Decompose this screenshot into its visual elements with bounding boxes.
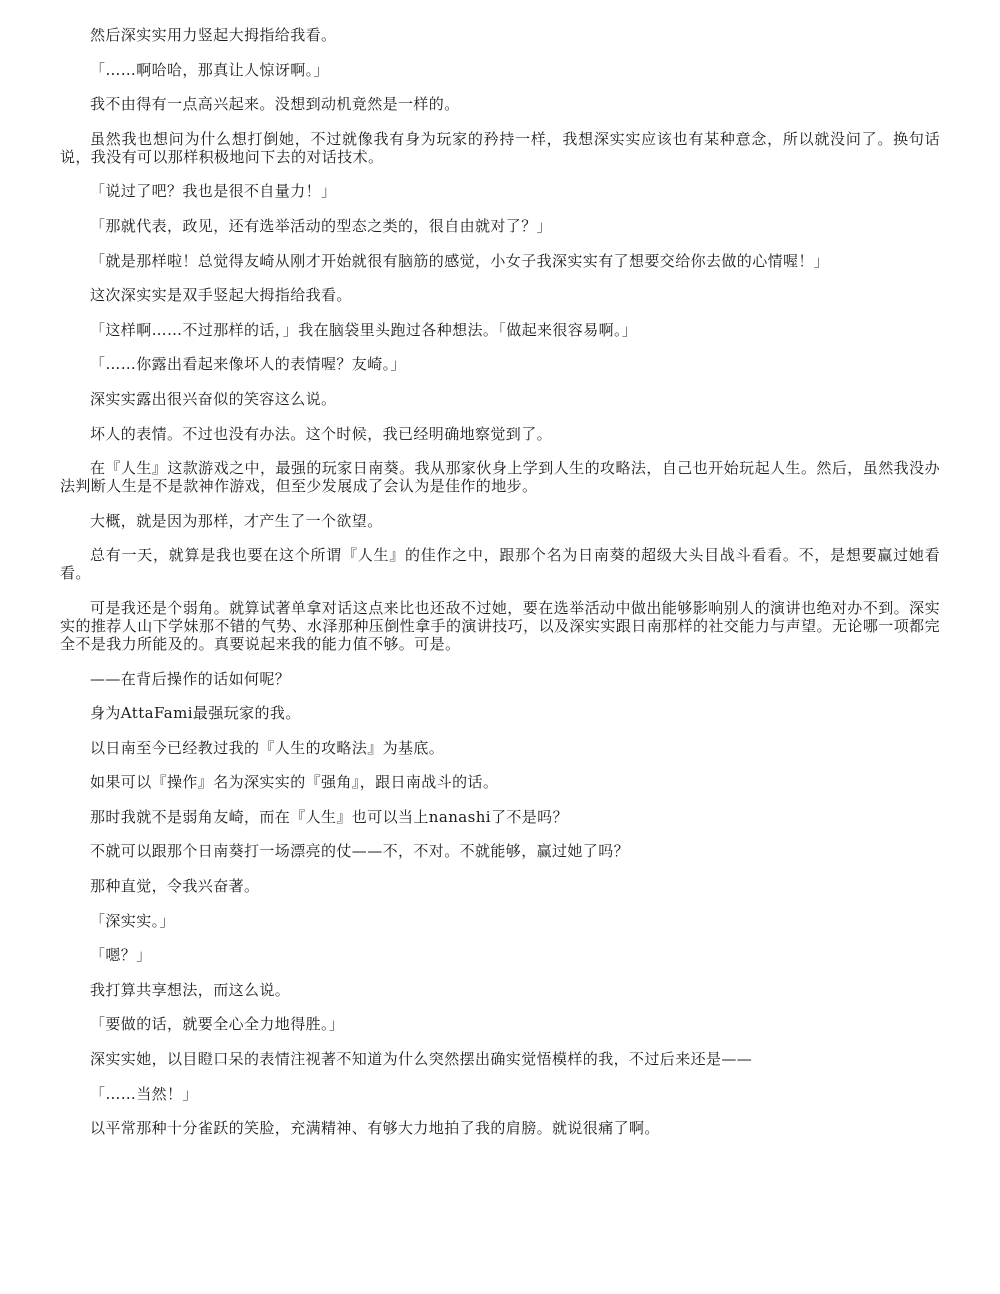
paragraph: 大概，就是因为那样，才产生了一个欲望。 — [90, 511, 383, 530]
paragraph: 深实实她，以目瞪口呆的表情注视著不知道为什么突然摆出确实觉悟模样的我，不过后来还是—— — [90, 1050, 753, 1069]
paragraph: 「这样啊……不过那样的话，」我在脑袋里头跑过各种想法。「做起来很容易啊。」 — [90, 320, 638, 339]
paragraph: 「就是那样啦！总觉得友崎从刚才开始就很有脑筋的感觉，小女子我深实实有了想要交给你去做的心情喔！」 — [90, 251, 830, 270]
paragraph: 「……当然！」 — [90, 1084, 198, 1103]
paragraph: 如果可以『操作』名为深实实的『强角』，跟日南战斗的话。 — [90, 773, 499, 792]
paragraph: 可是我还是个弱角。就算试著单拿对话这点来比也还敌不过她，要在选举活动中做出能够影响别人的演讲也绝对办不到。深实实的推荐人山下学妹那不错的气势、水泽那种压倒性拿手的演讲技巧，以及深实实跟日南那样的社交能力与声望。无论哪一项都完全不是我力所能及的。真要说起来我的能力值不够。可是。 — [60, 598, 940, 653]
paragraph: 「深实实。」 — [90, 911, 175, 930]
paragraph: 以日南至今已经教过我的『人生的攻略法』为基底。 — [90, 738, 445, 757]
paragraph: 「……啊哈哈，那真让人惊讶啊。」 — [90, 60, 329, 79]
paragraph: 以平常那种十分雀跃的笑脸，充满精神、有够大力地拍了我的肩膀。就说很痛了啊。 — [90, 1119, 660, 1138]
paragraph: 在『人生』这款游戏之中，最强的玩家日南葵。我从那家伙身上学到人生的攻略法，自己也开始玩起人生。然后，虽然我没办法判断人生是不是款神作游戏，但至少发展成了会认为是佳作的地步。 — [60, 459, 940, 496]
paragraph: 「嗯？」 — [90, 946, 152, 965]
document-page — [60, 26, 940, 1154]
paragraph: 「……你露出看起来像坏人的表情喔？友崎。」 — [90, 355, 406, 374]
paragraph: 「说过了吧？我也是很不自量力！」 — [90, 182, 337, 201]
paragraph: 总有一天，就算是我也要在这个所谓『人生』的佳作之中，跟那个名为日南葵的超级大头目战斗看看。不，是想要赢过她看看。 — [60, 546, 940, 583]
paragraph: 那种直觉，令我兴奋著。 — [90, 877, 260, 896]
paragraph: 我打算共享想法，而这么说。 — [90, 980, 291, 999]
paragraph: 那时我就不是弱角友崎，而在『人生』也可以当上nanashi了不是吗？ — [90, 807, 568, 826]
paragraph: 坏人的表情。不过也没有办法。这个时候，我已经明确地察觉到了。 — [90, 424, 553, 443]
paragraph: ——在背后操作的话如何呢？ — [90, 669, 291, 688]
paragraph: 这次深实实是双手竖起大拇指给我看。 — [90, 286, 352, 305]
paragraph: 不就可以跟那个日南葵打一场漂亮的仗——不，不对。不就能够，赢过她了吗？ — [90, 842, 630, 861]
paragraph: 我不由得有一点高兴起来。没想到动机竟然是一样的。 — [90, 95, 460, 114]
paragraph: 身为AttaFami最强玩家的我。 — [90, 704, 301, 723]
paragraph: 「那就代表，政见，还有选举活动的型态之类的，很自由就对了？」 — [90, 216, 553, 235]
paragraph: 虽然我也想问为什么想打倒她，不过就像我有身为玩家的矜持一样，我想深实实应该也有某种意念，所以就没问了。换句话说，我没有可以那样积极地问下去的对话技术。 — [60, 129, 940, 166]
paragraph: 然后深实实用力竖起大拇指给我看。 — [90, 26, 337, 44]
paragraph: 「要做的话，就要全心全力地得胜。」 — [90, 1015, 345, 1034]
paragraph: 深实实露出很兴奋似的笑容这么说。 — [90, 389, 337, 408]
